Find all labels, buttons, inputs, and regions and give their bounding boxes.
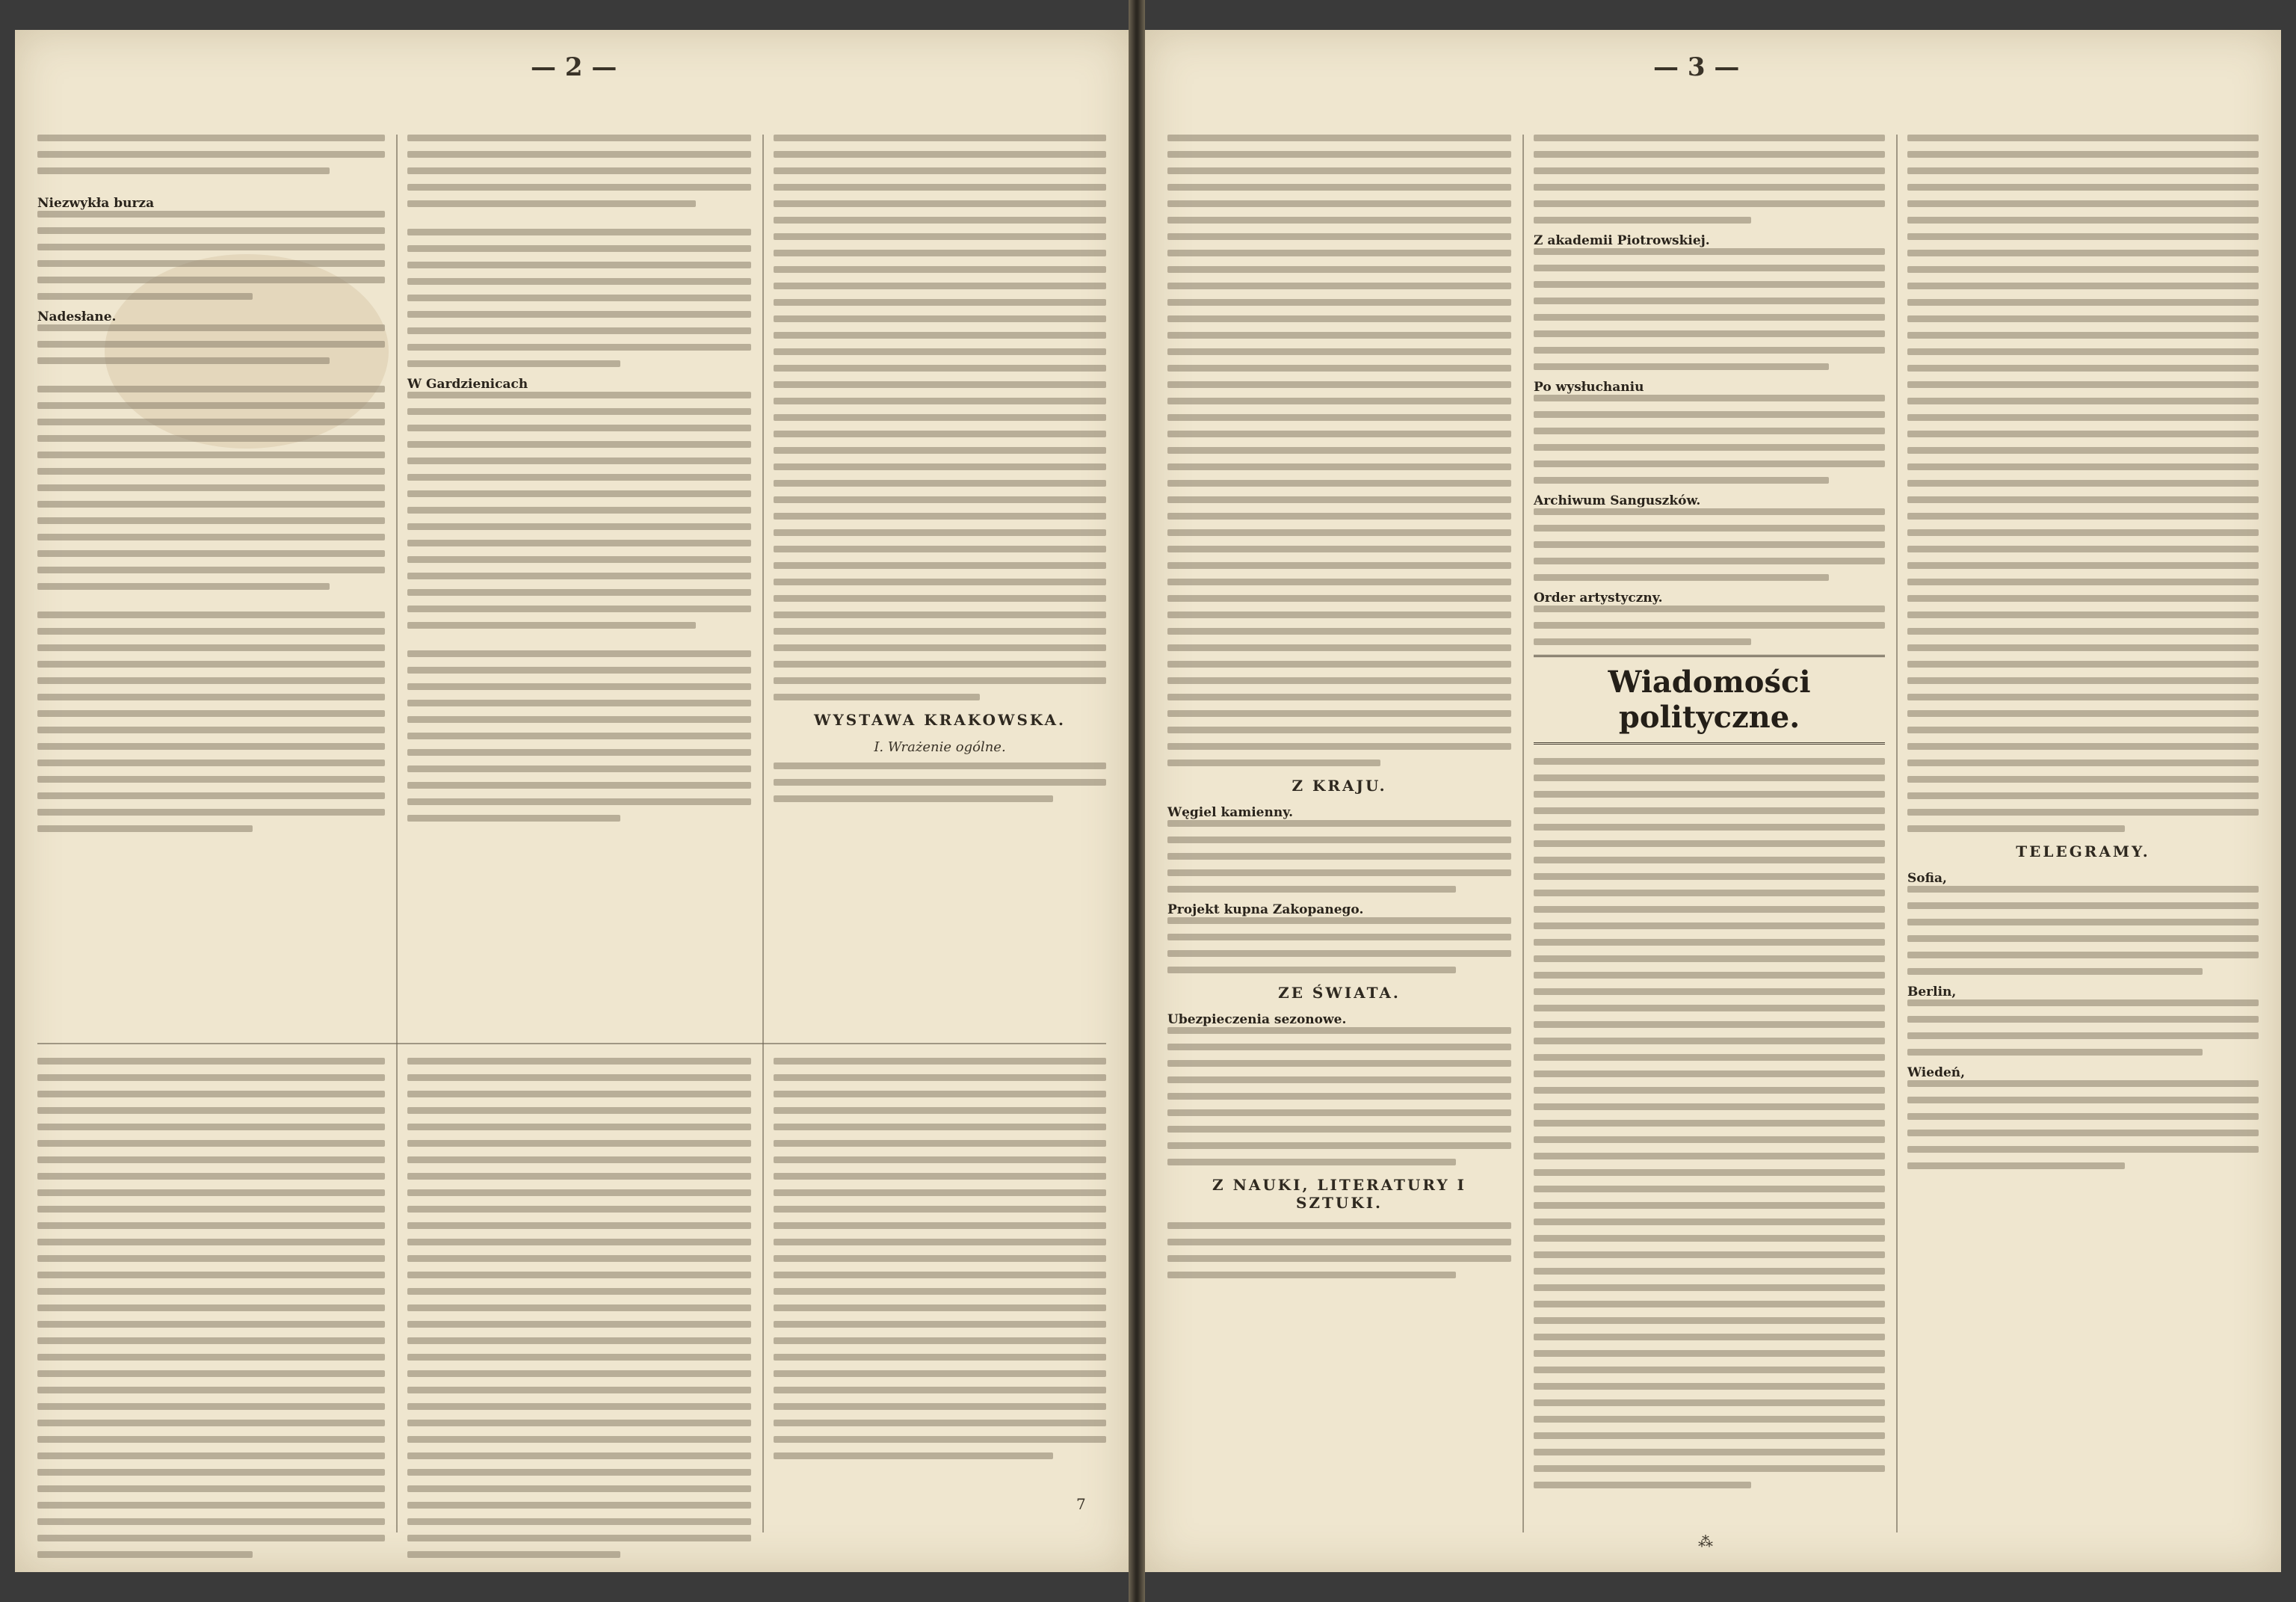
section-title-swiata: ZE ŚWIATA. bbox=[1278, 984, 1401, 1002]
runin-heading: Archiwum Sanguszków. bbox=[1534, 493, 1701, 508]
runin-heading: Węgiel kamienny. bbox=[1167, 805, 1294, 820]
article-column bbox=[774, 135, 1106, 812]
page-number: — 2 — bbox=[531, 52, 617, 82]
column-rule bbox=[762, 135, 764, 1532]
runin-heading: Sofia, bbox=[1907, 871, 1947, 886]
column-rule bbox=[396, 135, 398, 1532]
right-page bbox=[1145, 30, 2281, 1572]
section-title-telegramy: TELEGRAMY. bbox=[2016, 842, 2150, 860]
section-title-nauki: Z NAUKI, LITERATURY I SZTUKI. bbox=[1212, 1176, 1466, 1212]
section-subtitle: I. Wrażenie ogólne. bbox=[874, 739, 1006, 755]
runin-heading: Ubezpieczenia sezonowe. bbox=[1167, 1012, 1347, 1027]
section-title-kraj: Z KRAJU. bbox=[1292, 777, 1387, 795]
article-column bbox=[37, 135, 385, 842]
runin-heading: Z akademii Piotrowskiej. bbox=[1534, 233, 1710, 248]
article-column bbox=[774, 1058, 1106, 1469]
article-column bbox=[407, 1058, 751, 1568]
runin-heading: Wiedeń, bbox=[1907, 1065, 1966, 1080]
runin-heading: Berlin, bbox=[1907, 985, 1957, 999]
article-column bbox=[1167, 135, 1511, 1288]
political-news-heading: Wiadomości polityczne. bbox=[1534, 655, 1885, 745]
article-column bbox=[1907, 135, 2259, 1179]
section-rule bbox=[37, 1043, 1106, 1044]
column-rule bbox=[1896, 135, 1898, 1532]
runin-heading: W Gardzienicach bbox=[407, 377, 528, 392]
article-column bbox=[37, 1058, 385, 1568]
section-title-wystawa: WYSTAWA KRAKOWSKA. bbox=[814, 711, 1066, 729]
runin-heading: Nadesłane. bbox=[37, 309, 117, 324]
page-mark: 7 bbox=[1076, 1495, 1086, 1513]
runin-heading: Projekt kupna Zakopanego. bbox=[1167, 902, 1364, 917]
runin-heading: Niezwykła burza bbox=[37, 196, 155, 211]
book-gutter bbox=[1129, 0, 1145, 1602]
left-page bbox=[15, 30, 1129, 1572]
column-rule bbox=[1522, 135, 1524, 1532]
article-column bbox=[407, 135, 751, 831]
page-number: — 3 — bbox=[1653, 52, 1740, 82]
runin-heading: Order artystyczny. bbox=[1534, 591, 1663, 606]
runin-heading: Po wysłuchaniu bbox=[1534, 380, 1644, 395]
footer-ornament: ⁂ bbox=[1698, 1532, 1713, 1550]
article-column bbox=[1534, 135, 1885, 1498]
